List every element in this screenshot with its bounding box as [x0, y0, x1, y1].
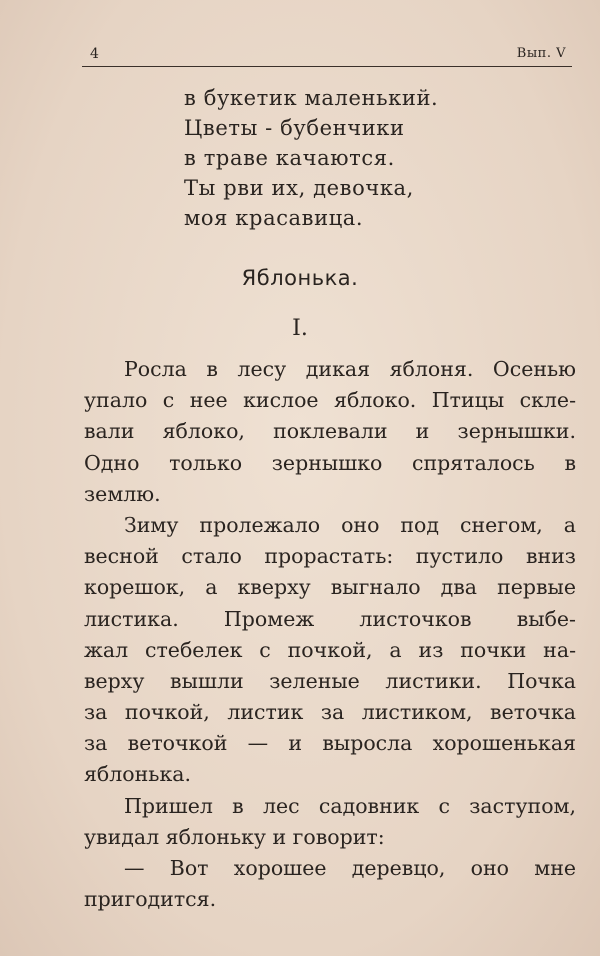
issue-label: Вып. V	[516, 46, 566, 61]
text-line: упало с нее кислое яблоко. Птицы скле-	[84, 388, 576, 413]
text-line: верху вышли зеленые листики. Почка	[84, 668, 576, 693]
text-line: Одно только зернышко спряталось в	[84, 450, 576, 475]
text-line: жал стебелек с почкой, а из почки на-	[84, 637, 576, 662]
text-line: весной стало прорастать: пустило вниз	[84, 544, 576, 569]
running-header	[82, 42, 572, 67]
text-line: Пришел в лес садовник с заступом,	[124, 793, 576, 818]
story-body	[84, 354, 576, 915]
text-line: яблонька.	[84, 762, 192, 787]
text-line: корешок, а кверху выгнало два первые	[84, 575, 576, 600]
poem-line: в траве качаются.	[184, 146, 395, 170]
text-line: увидал яблоньку и говорит:	[84, 824, 385, 849]
text-line: землю.	[84, 481, 161, 506]
chapter-number: I.	[292, 316, 308, 341]
poem-line: Ты рви их, девочка,	[184, 176, 414, 200]
text-line: — Вот хорошее деревцо, оно мне	[124, 856, 576, 880]
text-line: пригодится.	[84, 887, 217, 912]
text-line: вали яблоко, поклевали и зернышки.	[84, 419, 576, 444]
page-number: 4	[90, 46, 99, 62]
poem-line: в букетик маленький.	[184, 86, 439, 110]
text-line: за почкой, листик за листиком, веточка	[84, 700, 576, 725]
poem-stanza	[184, 83, 484, 233]
text-line: листика. Промеж листочков выбе-	[84, 606, 576, 631]
text-line: за веточкой — и выросла хорошенькая	[84, 731, 576, 756]
poem-line: Цветы - бубенчики	[184, 116, 405, 140]
text-line: Зиму пролежало оно под снегом, а	[124, 512, 576, 537]
text-line: Росла в лесу дикая яблоня. Осенью	[124, 357, 576, 381]
story-title: Яблонька.	[241, 266, 359, 290]
poem-line: моя красавица.	[184, 206, 364, 230]
